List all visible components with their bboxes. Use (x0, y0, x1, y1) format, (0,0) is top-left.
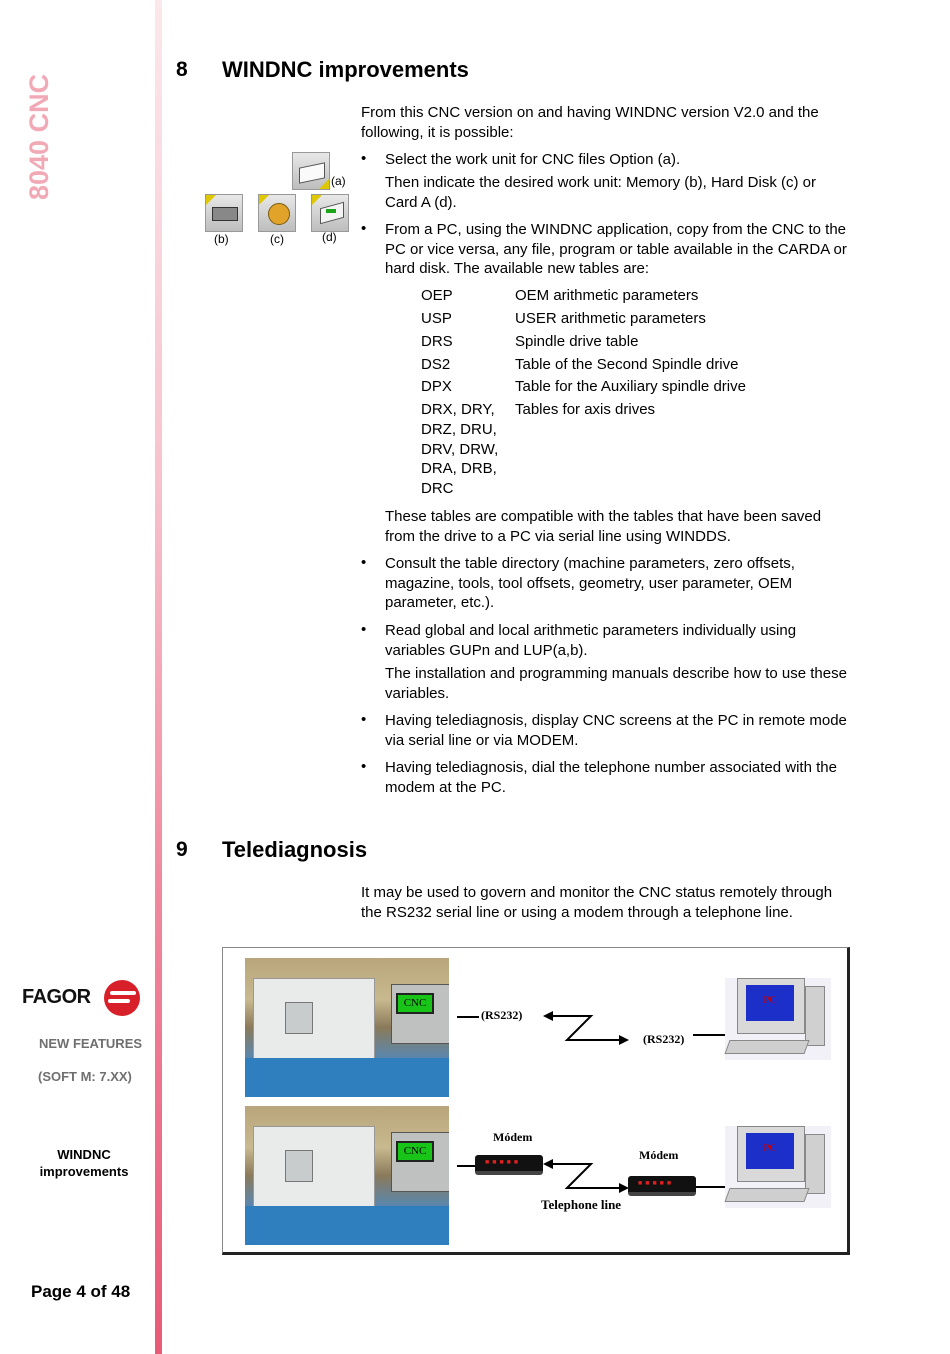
pc-screen: PC (746, 1133, 794, 1169)
bullet-icon: • (361, 220, 367, 237)
icon-caption-c: (c) (270, 232, 284, 246)
cnc-screen: CNC (396, 993, 434, 1014)
chapter-label: WINDNC improvements (39, 1147, 129, 1179)
axis-table-code: DRZ, DRU, (421, 421, 497, 438)
serial-link-zigzag-icon (539, 1010, 629, 1046)
bullet-2-text: From a PC, using the WINDNC application, copy from the CNC to the PC or vice versa, any file, program or table available in the CARDA or hard disk. The available new tables are: (385, 221, 847, 277)
memory-icon (205, 194, 243, 232)
bullet-5-text: Having telediagnosis, display CNC screens at the PC in remote mode via serial line or via MODEM. (385, 712, 847, 749)
axis-table-code: DRC (421, 480, 454, 497)
bullet-icon: • (361, 554, 367, 571)
axis-table-code: DRX, DRY, (421, 401, 495, 418)
soft-version-label: (SOFT M: 7.XX) (38, 1069, 132, 1084)
vertical-product-title: 8040 CNC (24, 73, 54, 200)
pc-image-rs232 (725, 978, 831, 1060)
modem-label-left: Módem (493, 1130, 533, 1144)
bullet-icon: • (361, 621, 367, 638)
section-9-title: Telediagnosis (222, 837, 368, 862)
section-8-title: WINDNC improvements (222, 57, 469, 82)
cnc-control-panel (391, 984, 449, 1044)
telephone-link-zigzag-icon (539, 1158, 629, 1194)
axis-table-code: DRV, DRW, (421, 441, 499, 458)
bullet-4-subtext: The installation and programming manuals describe how to use these variables. (385, 665, 847, 702)
section-8-number: 8 (176, 58, 188, 81)
bullet-icon: • (361, 150, 367, 167)
hard-disk-icon (258, 194, 296, 232)
table-desc: USER arithmetic parameters (515, 310, 706, 327)
card-a-icon (311, 194, 349, 232)
cnc-machine-image-modem (245, 1106, 449, 1245)
cnc-screen: CNC (396, 1141, 434, 1162)
section-9-number: 9 (176, 838, 188, 861)
bullet-6-text: Having telediagnosis, dial the telephone number associated with the modem at the PC. (385, 759, 837, 796)
bullet-1-text: Select the work unit for CNC files Option (a). (385, 151, 681, 168)
icon-caption-d: (d) (322, 230, 337, 244)
table-desc: Table for the Auxiliary spindle drive (515, 378, 746, 395)
section-9-intro: It may be used to govern and monitor the CNC status remotely through the RS232 serial line or using a modem through a telephone line. (361, 884, 833, 921)
pc-screen: PC (746, 985, 794, 1021)
new-features-label: NEW FEATURES (39, 1036, 143, 1051)
telediagnosis-diagram (222, 947, 850, 1255)
bullet-4-text: Read global and local arithmetic parameters individually using variables GUPn and LUP(a,b). (385, 622, 797, 659)
bullet-3-text: Consult the table directory (machine parameters, zero offsets, magazine, tools, tool offsets, geometry, user parameter, OEM parameter, etc.). (385, 555, 795, 611)
table-code: OEP (421, 287, 453, 304)
telephone-line-label: Telephone line (541, 1197, 622, 1212)
modem-right-icon: ■■■■■ (628, 1176, 696, 1196)
table-code: DS2 (421, 356, 451, 373)
fagor-logo (22, 980, 140, 1020)
axis-table-desc: Tables for axis drives (515, 401, 656, 418)
bullet-icon: • (361, 711, 367, 728)
bullet-1-subtext: Then indicate the desired work unit: Memory (b), Hard Disk (c) or Card A (d). (385, 174, 816, 211)
rs232-label-right: (RS232) (643, 1032, 685, 1046)
table-code: DPX (421, 378, 452, 395)
brand-wordmark: FAGOR (22, 986, 91, 1008)
work-unit-option-icon (292, 152, 330, 190)
brand-emblem-icon (104, 980, 140, 1016)
rs232-label-left: (RS232) (481, 1008, 523, 1022)
bullet-icon: • (361, 758, 367, 775)
table-desc: OEM arithmetic parameters (515, 287, 699, 304)
icon-caption-a: (a) (331, 174, 346, 188)
pc-image-modem (725, 1126, 831, 1208)
cnc-machine-image-rs232 (245, 958, 449, 1097)
tables-note: These tables are compatible with the tables that have been saved from the drive to a PC via serial line using WINDDS. (385, 508, 822, 545)
icon-caption-b: (b) (214, 232, 229, 246)
page-number: Page 4 of 48 (31, 1282, 131, 1301)
table-desc: Spindle drive table (515, 333, 639, 350)
table-desc: Table of the Second Spindle drive (515, 356, 739, 373)
margin-color-bar (155, 0, 162, 1354)
modem-label-right: Módem (639, 1148, 679, 1162)
cable-line (457, 1016, 479, 1018)
table-code: USP (421, 310, 452, 327)
cable-line (457, 1165, 475, 1167)
axis-table-code: DRA, DRB, (421, 460, 497, 477)
table-code: DRS (421, 333, 453, 350)
modem-left-icon: ■■■■■ (475, 1155, 543, 1175)
cnc-control-panel (391, 1132, 449, 1192)
section-8-intro: From this CNC version on and having WINDNC version V2.0 and the following, it is possible: (361, 104, 819, 141)
